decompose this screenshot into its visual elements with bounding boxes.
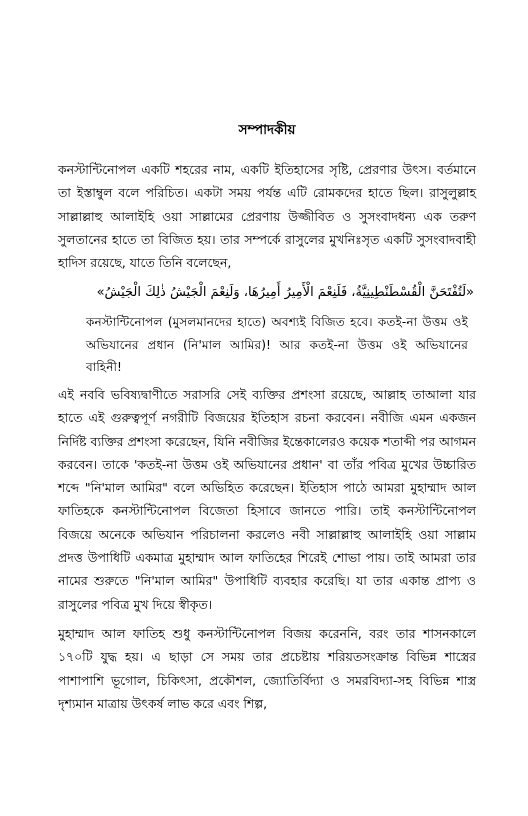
paragraph-achievements: মুহাম্মাদ আল ফাতিহ শুধু কনস্টান্টিনোপল বিজয় করেননি, বরং তার শাসনকালে ১৭০টি যুদ্ধ হয়। এ ছাড়া সে সময় তার প্রচেষ্টায় শরিয়তসংক্রান্ত বিভিন্ন শাস্ত্রের পাশাপাশি ভূগোল, চিকিৎসা, প্রকৌশল, জ্যোতির্বিদ্যা ও সমরবিদ্যা-সহ বিভিন্ন শাস্ত্র দৃশ্যমান মাত্রায় উৎকর্ষ লাভ করে এবং শিল্প, xyxy=(58,625,476,711)
hadith-arabic-text: «لَتُفْتَحَنَّ الْقُسْطَنْطِينِيَّةُ، فَلَنِعْمَ الْأَمِيرُ أَمِيرُهَا، وَلَنِعْمَ الْجَيْشُ ذٰلِكَ الْجَيْشُ» xyxy=(96,285,474,301)
page-title: সম্পাদকীয় xyxy=(238,122,296,138)
paragraph-commentary: এই নববি ভবিষ্যদ্বাণীতে সরাসরি সেই ব্যক্তির প্রশংসা রয়েছে, আল্লাহ তাআলা যার হাতে এই গুরুত্বপূর্ণ নগরীটি বিজয়ের ইতিহাস রচনা করবেন। নবীজি এমন একজন নির্দিষ্ট ব্যক্তির প্রশংসা করেছেন, যিনি নবীজির ইন্তেকালেরও কয়েক শতাব্দী পর আগমন করবেন। তাকে 'কতই-না উত্তম ওই অভিযানের প্রধান' বা তাঁর পবিত্র মুখের উচ্চারিত শব্দে "নি'মাল আমির" বলে অভিহিত করেছেন। ইতিহাস পাঠে আমরা মুহাম্মাদ আল ফাতিহকে কনস্টান্টিনোপল বিজেতা হিসাবে জানতে পারি। তাই কনস্টান্টিনোপল বিজয়ে অনেকে অভিযান পরিচালনা করলেও নবী সাল্লাল্লাহু আলাইহি ওয়া সাল্লাম প্রদত্ত উপাধিটি একমাত্র মুহাম্মাদ আল ফাতিহের শিরেই শোভা পায়। তাই আমরা তার নামের শুরুতে "নি'মাল আমির" উপাধিটি ব্যবহার করেছি। যা তার একান্ত প্রাপ্য ও রাসুলের পবিত্র মুখ দিয়ে স্বীকৃত। xyxy=(58,386,476,612)
page-content xyxy=(58,120,476,715)
hadith-translation: কনস্টান্টিনোপল (মুসলমানদের হাতে) অবশ্যই বিজিত হবে। কতই-না উত্তম ওই অভিযানের প্রধান (নি'মাল আমির)! আর কতই-না উত্তম ওই অভিযানের বাহিনী! xyxy=(86,315,468,375)
paragraph-intro: কনস্টান্টিনোপল একটি শহরের নাম, একটি ইতিহাসের সৃষ্টি, প্রেরণার উৎস। বর্তমানে তা ইস্তাম্বুল বলে পরিচিত। একটা সময় পর্যন্ত এটি রোমকদের হাতে ছিল। রাসুলুল্লাহ সাল্লাল্লাহু আলাইহি ওয়া সাল্লামের প্রেরণায় উজ্জীবিত ও সুসংবাদধন্য এক তরুণ সুলতানের হাতে তা বিজিত হয়। তার সম্পর্কে রাসুলের মুখনিঃসৃত একটি সুসংবাদবাহী হাদিস রয়েছে, যাতে তিনি বলেছেন, xyxy=(58,162,476,271)
